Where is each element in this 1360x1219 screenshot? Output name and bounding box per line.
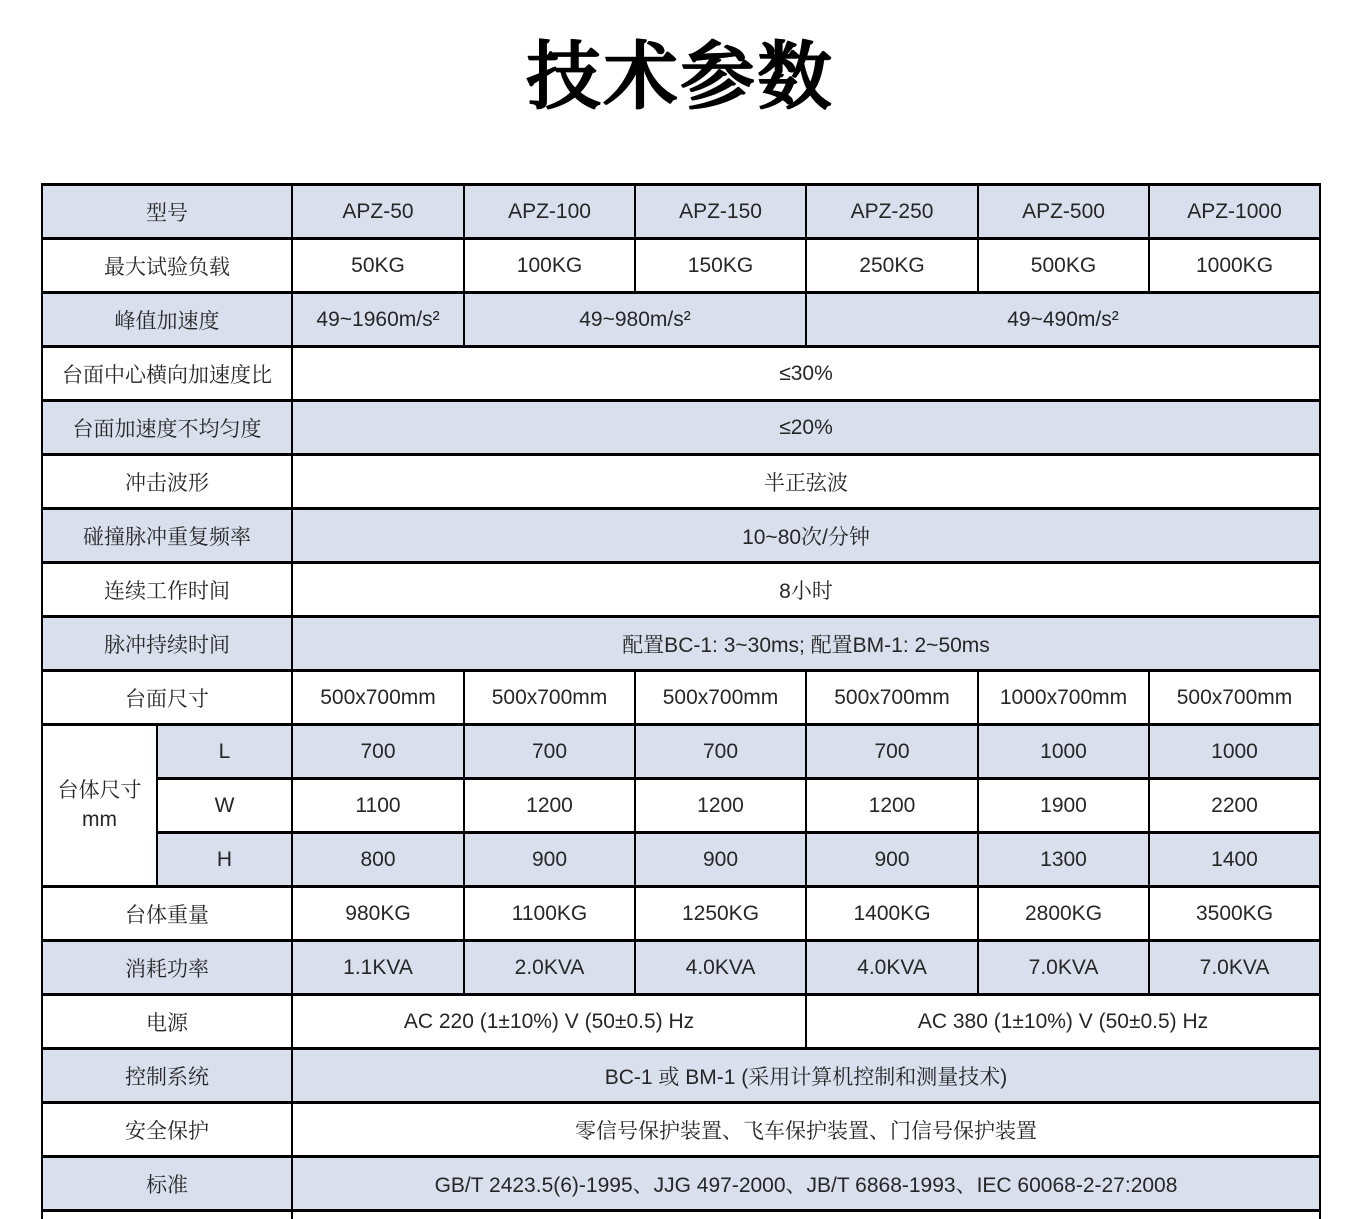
- row-label: 台面尺寸: [42, 671, 292, 725]
- spec-table: [41, 183, 1321, 1219]
- row-label: 连续工作时间: [42, 563, 292, 617]
- row-power-supply: [42, 995, 1320, 1049]
- row-body-weight: [42, 887, 1320, 941]
- row-body-length: [42, 725, 1320, 779]
- value-cell: 900: [464, 833, 635, 887]
- value-cell: 3500KG: [1149, 887, 1320, 941]
- value-cell: 700: [292, 725, 464, 779]
- row-label: 型号: [42, 185, 292, 239]
- row-lateral-acceleration-ratio: [42, 347, 1320, 401]
- value-cell: 700: [464, 725, 635, 779]
- value-cell: 2200: [1149, 779, 1320, 833]
- value-cell: 1900: [978, 779, 1149, 833]
- row-partial-bottom: [42, 1211, 1320, 1219]
- value-cell: APZ-1000: [1149, 185, 1320, 239]
- value-cell: 7.0KVA: [978, 941, 1149, 995]
- sub-row-label: L: [157, 725, 292, 779]
- value-cell: 900: [635, 833, 806, 887]
- value-cell: GB/T 2423.5(6)-1995、JJG 497-2000、JB/T 6868-1993、IEC 60068-2-27:2008: [292, 1157, 1320, 1211]
- value-cell: 零信号保护装置、飞车保护装置、门信号保护装置: [292, 1103, 1320, 1157]
- value-cell: 49~1960m/s²: [292, 293, 464, 347]
- value-cell: 1200: [806, 779, 978, 833]
- value-cell: 700: [806, 725, 978, 779]
- value-cell: 50KG: [292, 239, 464, 293]
- row-control-system: [42, 1049, 1320, 1103]
- row-table-surface-size: [42, 671, 1320, 725]
- value-cell: 1100: [292, 779, 464, 833]
- value-cell: [292, 1211, 1320, 1219]
- value-cell: 900: [806, 833, 978, 887]
- value-cell: 2800KG: [978, 887, 1149, 941]
- row-power-consumption: [42, 941, 1320, 995]
- value-cell: 250KG: [806, 239, 978, 293]
- value-cell: APZ-250: [806, 185, 978, 239]
- value-cell: 1300: [978, 833, 1149, 887]
- row-label: 台面加速度不均匀度: [42, 401, 292, 455]
- row-label: [42, 1211, 292, 1219]
- row-label: 电源: [42, 995, 292, 1049]
- value-cell: 10~80次/分钟: [292, 509, 1320, 563]
- value-cell: 150KG: [635, 239, 806, 293]
- value-cell: 8小时: [292, 563, 1320, 617]
- row-label: 控制系统: [42, 1049, 292, 1103]
- body-dimensions-label: [42, 725, 157, 887]
- body-dimensions-label-line1: 台体尺寸: [57, 779, 142, 803]
- row-body-width: [42, 779, 1320, 833]
- value-cell: 2.0KVA: [464, 941, 635, 995]
- value-cell: AC 220 (1±10%) V (50±0.5) Hz: [292, 995, 806, 1049]
- value-cell: 1200: [635, 779, 806, 833]
- value-cell: 980KG: [292, 887, 464, 941]
- row-max-load: [42, 239, 1320, 293]
- value-cell: 100KG: [464, 239, 635, 293]
- value-cell: 49~490m/s²: [806, 293, 1320, 347]
- row-label: 台体重量: [42, 887, 292, 941]
- row-acceleration-uniformity: [42, 401, 1320, 455]
- row-label: 最大试验负载: [42, 239, 292, 293]
- value-cell: ≤30%: [292, 347, 1320, 401]
- row-label: 标准: [42, 1157, 292, 1211]
- value-cell: AC 380 (1±10%) V (50±0.5) Hz: [806, 995, 1320, 1049]
- row-shock-waveform: [42, 455, 1320, 509]
- value-cell: APZ-500: [978, 185, 1149, 239]
- value-cell: 1.1KVA: [292, 941, 464, 995]
- row-body-height: [42, 833, 1320, 887]
- value-cell: 500x700mm: [806, 671, 978, 725]
- value-cell: 1000: [1149, 725, 1320, 779]
- value-cell: 1400: [1149, 833, 1320, 887]
- row-label: 消耗功率: [42, 941, 292, 995]
- value-cell: 配置BC-1: 3~30ms; 配置BM-1: 2~50ms: [292, 617, 1320, 671]
- value-cell: APZ-100: [464, 185, 635, 239]
- row-model: [42, 185, 1320, 239]
- row-safety-protection: [42, 1103, 1320, 1157]
- page-title: 技术参数: [526, 35, 834, 118]
- sub-row-label: W: [157, 779, 292, 833]
- value-cell: BC-1 或 BM-1 (采用计算机控制和测量技术): [292, 1049, 1320, 1103]
- row-pulse-repetition-rate: [42, 509, 1320, 563]
- value-cell: 49~980m/s²: [464, 293, 806, 347]
- row-label: 安全保护: [42, 1103, 292, 1157]
- value-cell: 500x700mm: [635, 671, 806, 725]
- value-cell: 500x700mm: [292, 671, 464, 725]
- row-pulse-duration: [42, 617, 1320, 671]
- value-cell: 500x700mm: [464, 671, 635, 725]
- row-label: 碰撞脉冲重复频率: [42, 509, 292, 563]
- value-cell: 1400KG: [806, 887, 978, 941]
- value-cell: 500x700mm: [1149, 671, 1320, 725]
- value-cell: ≤20%: [292, 401, 1320, 455]
- value-cell: 7.0KVA: [1149, 941, 1320, 995]
- value-cell: 1200: [464, 779, 635, 833]
- value-cell: 半正弦波: [292, 455, 1320, 509]
- value-cell: 4.0KVA: [806, 941, 978, 995]
- value-cell: 800: [292, 833, 464, 887]
- row-standards: [42, 1157, 1320, 1211]
- row-label: 台面中心横向加速度比: [42, 347, 292, 401]
- row-peak-acceleration: [42, 293, 1320, 347]
- body-dimensions-label-line2: mm: [82, 807, 117, 831]
- value-cell: APZ-50: [292, 185, 464, 239]
- row-label: 脉冲持续时间: [42, 617, 292, 671]
- value-cell: 4.0KVA: [635, 941, 806, 995]
- sub-row-label: H: [157, 833, 292, 887]
- value-cell: 500KG: [978, 239, 1149, 293]
- value-cell: 1000KG: [1149, 239, 1320, 293]
- row-label: 冲击波形: [42, 455, 292, 509]
- row-continuous-working-time: [42, 563, 1320, 617]
- value-cell: 1100KG: [464, 887, 635, 941]
- value-cell: 1000x700mm: [978, 671, 1149, 725]
- value-cell: 700: [635, 725, 806, 779]
- value-cell: 1000: [978, 725, 1149, 779]
- value-cell: 1250KG: [635, 887, 806, 941]
- row-label: 峰值加速度: [42, 293, 292, 347]
- value-cell: APZ-150: [635, 185, 806, 239]
